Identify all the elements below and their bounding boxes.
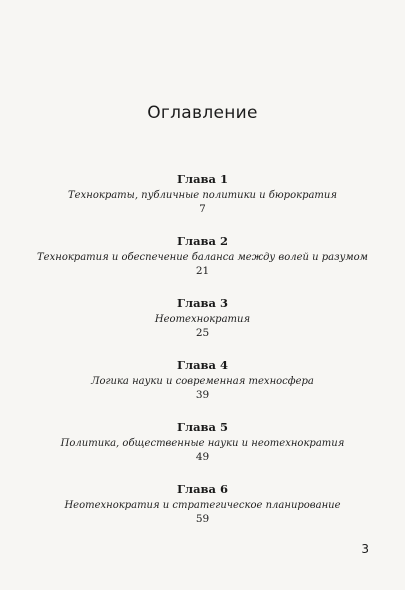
chapter-title: Технократы, публичные политики и бюрократия: [68, 190, 337, 201]
chapter-page-number: 25: [195, 327, 210, 339]
toc-entry: [0, 172, 405, 234]
chapter-page-number: 7: [199, 203, 206, 215]
chapter-title: Неотехнократия: [154, 314, 251, 325]
chapter-title: Технократия и обеспечение баланса между волей и разумом: [37, 252, 368, 263]
chapter-label: Глава 3: [177, 296, 228, 310]
folio-page-number: 3: [361, 542, 369, 556]
chapter-label: Глава 1: [177, 172, 228, 186]
chapter-title: Политика, общественные науки и неотехнократия: [60, 438, 345, 449]
chapter-page-number: 59: [195, 513, 210, 525]
chapter-label: Глава 5: [177, 420, 228, 434]
chapter-page-number: 49: [195, 451, 210, 463]
toc-entry: [0, 234, 405, 296]
chapter-label: Глава 2: [177, 234, 228, 248]
chapter-page-number: 39: [195, 389, 210, 401]
chapter-title: Логика науки и современная техносфера: [91, 376, 314, 387]
chapter-page-number: 21: [195, 265, 210, 277]
toc-entry: [0, 296, 405, 358]
toc-heading: Оглавление: [147, 103, 258, 123]
toc-list: [0, 172, 405, 544]
toc-entry: [0, 358, 405, 420]
chapter-label: Глава 6: [177, 482, 228, 496]
chapter-label: Глава 4: [177, 358, 228, 372]
chapter-title: Неотехнократия и стратегическое планирование: [64, 500, 341, 511]
toc-entry: [0, 482, 405, 544]
toc-entry: [0, 420, 405, 482]
